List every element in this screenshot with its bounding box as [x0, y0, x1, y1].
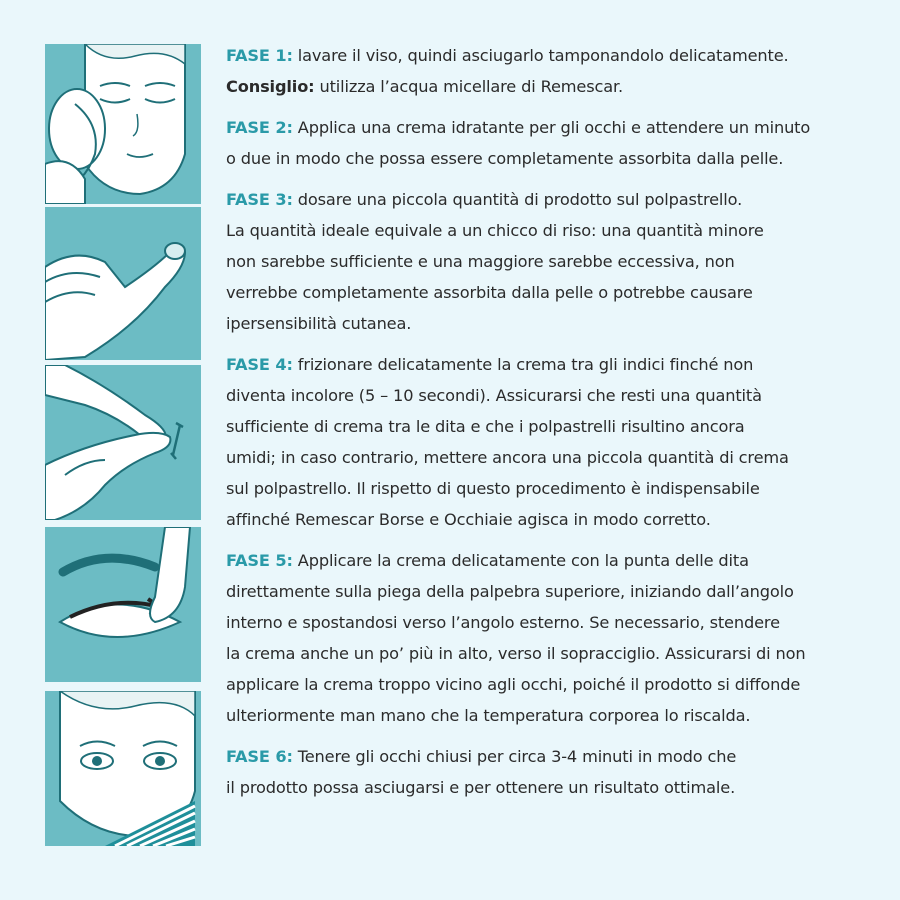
- step-5: [226, 545, 866, 731]
- step-text: Tenere gli occhi chiusi per circa 3-4 minuti in modo che: [297, 747, 737, 766]
- step-line: [226, 112, 866, 143]
- step-line: direttamente sulla piega della palpebra superiore, iniziando dall’angolo: [226, 582, 794, 601]
- eyelid-application-illustration: [45, 527, 201, 682]
- step-line: non sarebbe sufficiente e una maggiore sarebbe eccessiva, non: [226, 252, 735, 271]
- step-line: ipersensibilità cutanea.: [226, 314, 412, 333]
- step-label: FASE 4:: [226, 355, 293, 374]
- step-line: [226, 71, 866, 102]
- step-label: FASE 3:: [226, 190, 293, 209]
- step-line: sul polpastrello. Il rispetto di questo procedimento è indispensabile: [226, 479, 760, 498]
- step-6: [226, 741, 866, 803]
- tip-text: utilizza l’acqua micellare di Remescar.: [319, 77, 624, 96]
- step-line: [226, 545, 866, 576]
- step-label: FASE 6:: [226, 747, 293, 766]
- step-label: FASE 5:: [226, 551, 293, 570]
- step-line: [226, 40, 866, 71]
- step-text: Applicare la crema delicatamente con la punta delle dita: [297, 551, 749, 570]
- face-cleansing-illustration: [45, 44, 201, 204]
- step-line: ulteriormente man mano che la temperatura corporea lo riscalda.: [226, 706, 751, 725]
- step-text: Applica una crema idratante per gli occhi e attendere un minuto: [297, 118, 811, 137]
- step-line: verrebbe completamente assorbita dalla pelle o potrebbe causare: [226, 283, 753, 302]
- step-line: [226, 349, 866, 380]
- eyes-closed-fan-illustration: [45, 691, 201, 846]
- step-line: [226, 184, 866, 215]
- step-line: affinché Remescar Borse e Occhiaie agisca in modo corretto.: [226, 510, 711, 529]
- step-line: interno e spostandosi verso l’angolo esterno. Se necessario, stendere: [226, 613, 780, 632]
- step-label: FASE 1:: [226, 46, 293, 65]
- step-text: frizionare delicatamente la crema tra gli indici finché non: [297, 355, 754, 374]
- step-line: o due in modo che possa essere completamente assorbita dalla pelle.: [226, 149, 784, 168]
- instructions-column: [226, 40, 866, 813]
- step-line: [226, 741, 866, 772]
- step-3: [226, 184, 866, 339]
- step-1: [226, 40, 866, 102]
- step-line: applicare la crema troppo vicino agli occhi, poiché il prodotto si diffonde: [226, 675, 801, 694]
- step-line: la crema anche un po’ più in alto, verso il sopracciglio. Assicurarsi di non: [226, 644, 806, 663]
- step-line: sufficiente di crema tra le dita e che i polpastrelli risultino ancora: [226, 417, 745, 436]
- step-line: diventa incolore (5 – 10 secondi). Assicurarsi che resti una quantità: [226, 386, 762, 405]
- step-text: dosare una piccola quantità di prodotto sul polpastrello.: [297, 190, 743, 209]
- step-label: FASE 2:: [226, 118, 293, 137]
- step-line: La quantità ideale equivale a un chicco di riso: una quantità minore: [226, 221, 764, 240]
- step-line: il prodotto possa asciugarsi e per ottenere un risultato ottimale.: [226, 778, 736, 797]
- step-4: [226, 349, 866, 535]
- rubbing-fingers-illustration: [45, 365, 201, 520]
- fingertip-dose-illustration: [45, 207, 201, 360]
- step-2: [226, 112, 866, 174]
- tip-label: Consiglio:: [226, 77, 315, 96]
- step-line: umidi; in caso contrario, mettere ancora una piccola quantità di crema: [226, 448, 789, 467]
- illustration-strip: [45, 44, 201, 846]
- step-text: lavare il viso, quindi asciugarlo tamponandolo delicatamente.: [297, 46, 789, 65]
